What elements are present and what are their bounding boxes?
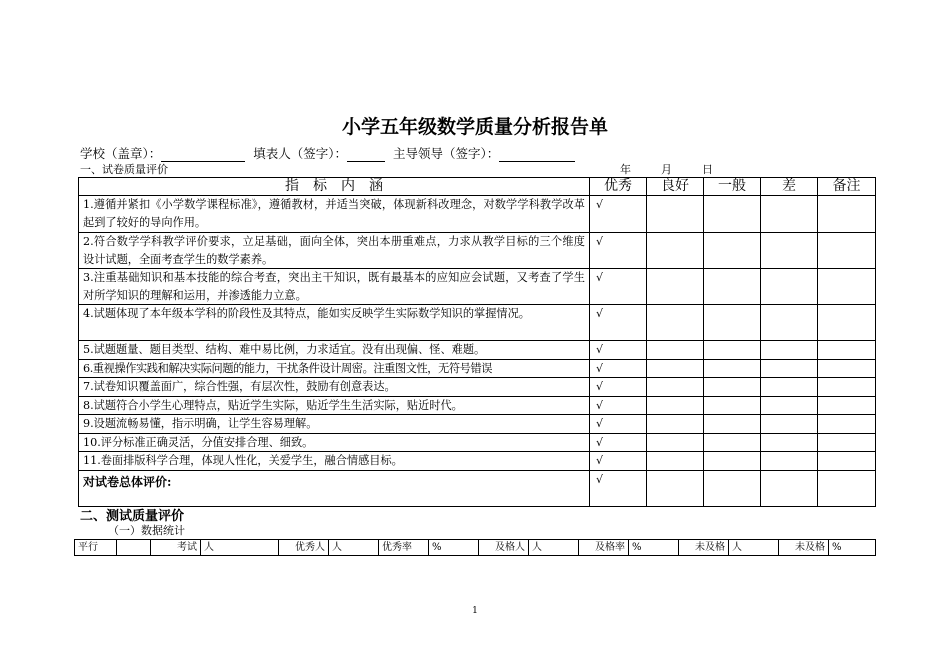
table-row [79,378,876,397]
criterion-text: 9.设题流畅易懂，指示明确，让学生容易理解。 [79,415,590,434]
criterion-text: 3.注重基础知识和基本技能的综合考查，突出主干知识，既有最基本的应知应会试题，又考查了学生对所学知识的理解和运用，并渗透能力立意。 [79,269,590,305]
poor-cell[interactable] [761,305,818,341]
excellent-count-label: 优秀人 [279,540,329,556]
note-cell[interactable] [818,341,876,360]
poor-cell[interactable] [761,378,818,397]
good-cell[interactable] [647,233,704,269]
pass-count[interactable]: 人 [529,540,579,556]
fair-cell[interactable] [704,233,761,269]
poor-cell[interactable] [761,269,818,305]
date-header [620,161,743,177]
note-cell[interactable] [818,359,876,378]
poor-cell[interactable] [761,196,818,233]
criterion-text: 1.遵循并紧扣《小学数学课程标准》，遵循教材，并适当突破，体现新科改理念，对数学学科教学改革起到了较好的导向作用。 [79,196,590,233]
paper-quality-table [78,177,876,507]
excellent-count[interactable]: 人 [329,540,379,556]
header-excellent: 优秀 [590,178,647,196]
note-cell[interactable] [818,233,876,269]
criterion-text: 11.卷面排版科学合理，体现人性化，关爱学生，融合情感目标。 [79,452,590,471]
criterion-text: 4.试题体现了本年级本学科的阶段性及其特点，能如实反映学生实际数学知识的掌握情况。 [79,305,590,341]
good-cell[interactable] [647,415,704,434]
excellent-check[interactable]: √ [590,196,647,233]
excellent-check[interactable]: √ [590,470,647,506]
grade-label: 平行 [75,540,117,556]
excellent-check[interactable]: √ [590,269,647,305]
fail-rate[interactable]: % [829,540,876,556]
good-cell[interactable] [647,433,704,452]
good-cell[interactable] [647,196,704,233]
note-cell[interactable] [818,470,876,506]
good-cell[interactable] [647,359,704,378]
fair-cell[interactable] [704,433,761,452]
fail-rate-label: 未及格 [779,540,829,556]
fair-cell[interactable] [704,470,761,506]
poor-cell[interactable] [761,396,818,415]
fair-cell[interactable] [704,359,761,378]
poor-cell[interactable] [761,233,818,269]
grade-value[interactable] [117,540,151,556]
good-cell[interactable] [647,305,704,341]
table-header-row [79,178,876,196]
good-cell[interactable] [647,341,704,360]
fair-cell[interactable] [704,452,761,471]
excellent-check[interactable]: √ [590,378,647,397]
note-cell[interactable] [818,269,876,305]
note-cell[interactable] [818,433,876,452]
exam-label: 考试 [151,540,201,556]
table-row [79,196,876,233]
fair-cell[interactable] [704,196,761,233]
good-cell[interactable] [647,470,704,506]
exam-count[interactable]: 人 [201,540,279,556]
header-poor: 差 [761,178,818,196]
table-row [79,269,876,305]
date-day: 日 [702,163,713,176]
note-cell[interactable] [818,415,876,434]
table-row [79,452,876,471]
leader-blank[interactable] [499,149,575,162]
fail-count-label: 未及格 [679,540,729,556]
leader-label: 主导领导（签字）： [393,146,500,161]
statistics-row [75,540,876,556]
subsection1-heading: （一）数据统计 [108,524,185,537]
excellent-check[interactable]: √ [590,233,647,269]
date-year: 年 [620,163,631,176]
table-row [79,396,876,415]
date-month: 月 [661,163,672,176]
good-cell[interactable] [647,396,704,415]
note-cell[interactable] [818,396,876,415]
fair-cell[interactable] [704,396,761,415]
excellent-rate[interactable]: % [429,540,479,556]
fair-cell[interactable] [704,341,761,360]
excellent-check[interactable]: √ [590,452,647,471]
overall-evaluation-label[interactable]: 对试卷总体评价: [79,470,590,506]
fail-count[interactable]: 人 [729,540,779,556]
table-row [79,305,876,341]
criterion-text: 5.试题题量、题目类型、结构、难中易比例，力求适宜。没有出现偏、怪、难题。 [79,341,590,360]
criterion-text: 10.评分标准正确灵活，分值安排合理、细致。 [79,433,590,452]
header-content: 指 标 内 涵 [79,178,590,196]
note-cell[interactable] [818,196,876,233]
table-row [79,415,876,434]
pass-count-label: 及格人 [479,540,529,556]
excellent-check[interactable]: √ [590,415,647,434]
poor-cell[interactable] [761,341,818,360]
criterion-text: 6.重视操作实践和解决实际问题的能力，干扰条件设计周密。注重图文性，无符号错误 [79,359,590,378]
table-row [79,359,876,378]
poor-cell[interactable] [761,470,818,506]
page-title: 小学五年级数学质量分析报告单 [341,116,608,138]
section2-heading: 二、测试质量评价 [80,509,185,524]
fair-cell[interactable] [704,378,761,397]
table-row [79,433,876,452]
statistics-table [74,539,876,556]
page-number: 1 [472,606,478,616]
good-cell[interactable] [647,269,704,305]
note-cell[interactable] [818,378,876,397]
header-fair: 一般 [704,178,761,196]
excellent-check[interactable]: √ [590,341,647,360]
criterion-text: 2.符合数学学科教学评价要求，立足基础，面向全体，突出本册重难点，力求从教学目标的三个维度设计试题，全面考查学生的数学素养。 [79,233,590,269]
note-cell[interactable] [818,305,876,341]
section1-heading: 一、试卷质量评价 [80,163,168,176]
school-label: 学校（盖章）： [80,146,162,161]
pass-rate[interactable]: % [629,540,679,556]
excellent-check[interactable]: √ [590,396,647,415]
good-cell[interactable] [647,452,704,471]
poor-cell[interactable] [761,415,818,434]
excellent-rate-label: 优秀率 [379,540,429,556]
signature-line [80,144,579,162]
fair-cell[interactable] [704,305,761,341]
good-cell[interactable] [647,378,704,397]
poor-cell[interactable] [761,433,818,452]
header-note: 备注 [818,178,876,196]
criterion-text: 8.试题符合小学生心理特点，贴近学生实际，贴近学生生活实际，贴近时代。 [79,396,590,415]
fair-cell[interactable] [704,415,761,434]
overall-evaluation-row [79,470,876,506]
header-good: 良好 [647,178,704,196]
table-row [79,341,876,360]
criterion-text: 7.试卷知识覆盖面广，综合性强，有层次性，鼓励有创意表达。 [79,378,590,397]
excellent-check[interactable]: √ [590,433,647,452]
excellent-check[interactable]: √ [590,359,647,378]
filler-label: 填表人（签字）： [253,146,348,161]
table-row [79,233,876,269]
pass-rate-label: 及格率 [579,540,629,556]
excellent-check[interactable]: √ [590,305,647,341]
fair-cell[interactable] [704,269,761,305]
poor-cell[interactable] [761,452,818,471]
note-cell[interactable] [818,452,876,471]
poor-cell[interactable] [761,359,818,378]
filler-blank[interactable] [347,149,385,162]
school-blank[interactable] [161,149,245,162]
